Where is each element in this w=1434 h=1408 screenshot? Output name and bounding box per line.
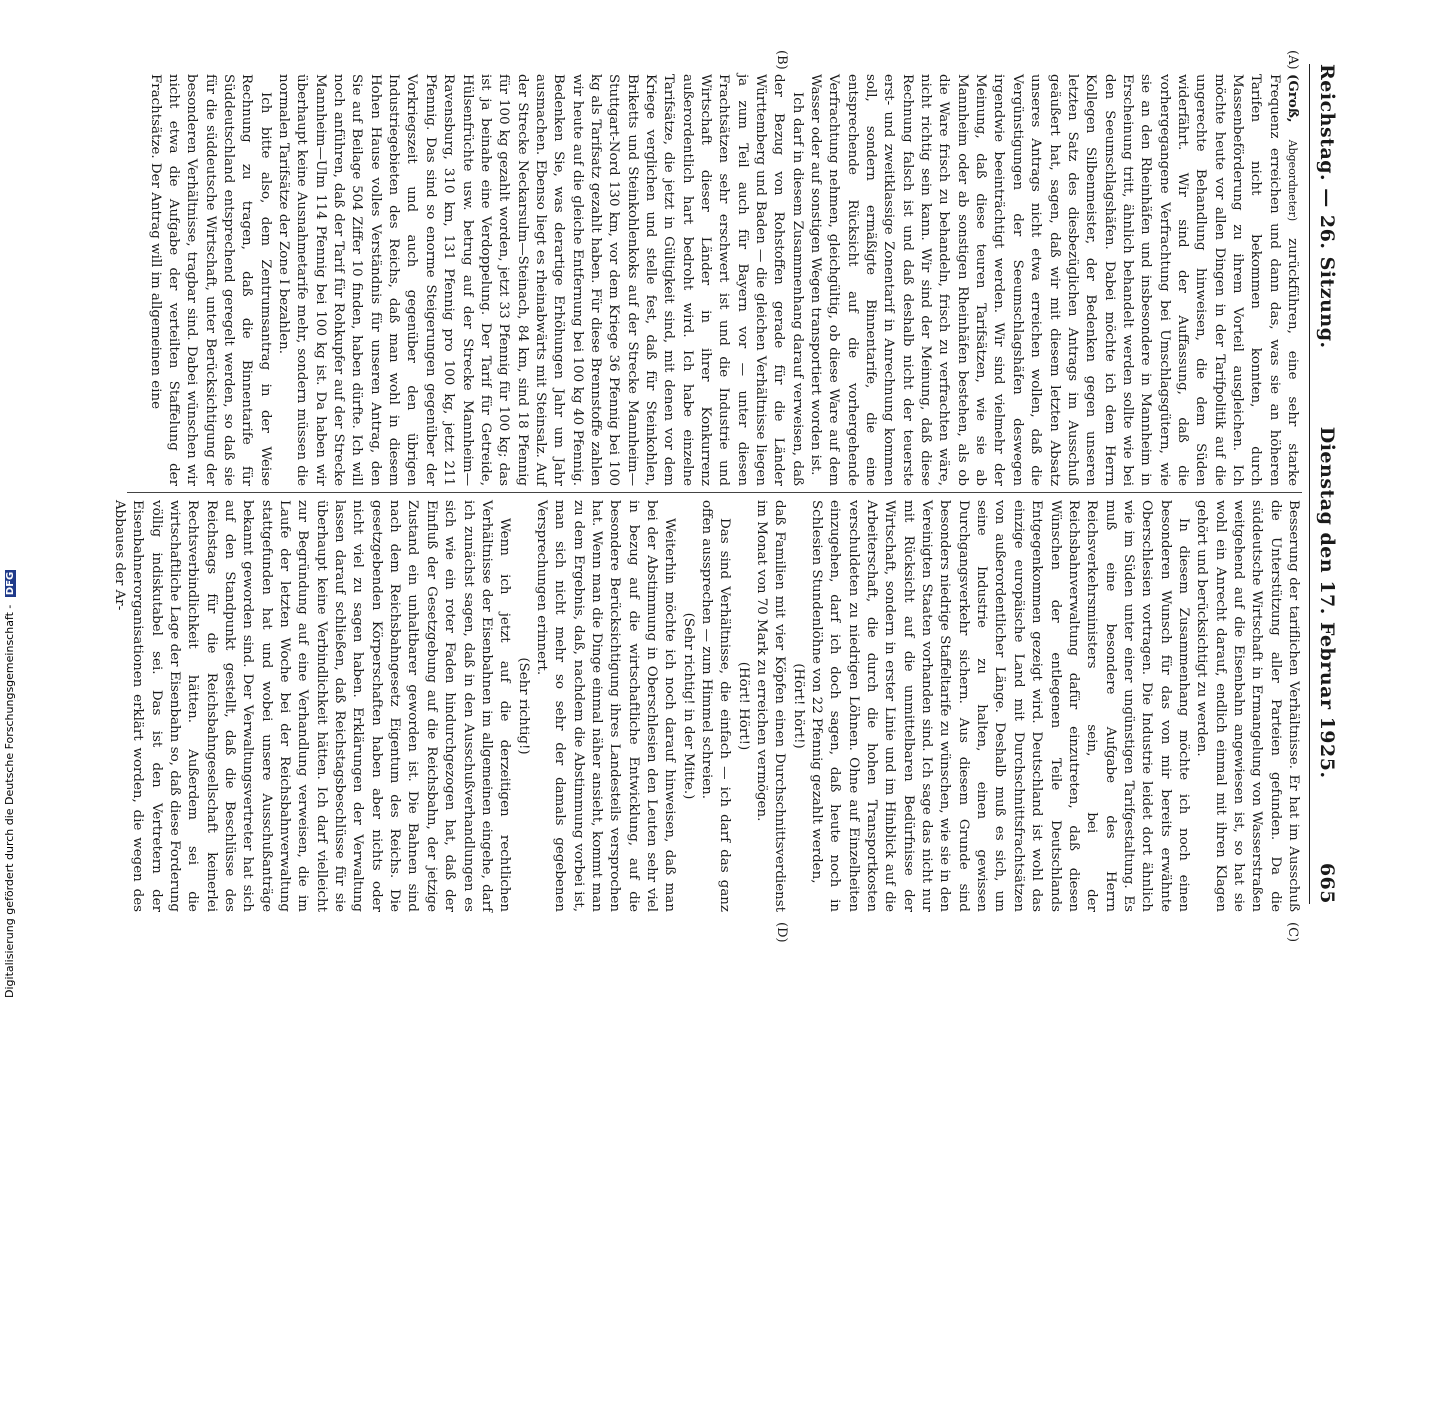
right-paragraph-1: Besserung der tariflichen Verhältnisse. Er hat im Ausschuß die Unterstützung aller Parteien gefunden. Da die süddeutsche Wirtschaft in Ermangelung von Wasserstraßen weitgehend auf die Eisenbahn angewiesen ist, so hat sie wohl ein Anrecht darauf, endlich einmal mit ihren Klagen gehört und berücksichtigt zu werden.	[1194, 500, 1301, 912]
margin-marker-b: (B)	[774, 50, 789, 70]
credit-text: Digitalisierung gefördert durch die Deutsche Forschungsgemeinschaft -	[3, 604, 16, 998]
right-paragraph-2: In diesem Zusammenhang möchte ich noch einen besonderen Wunsch für das von mir bereits erwähnte Oberschlesien vortragen. Die Industrie leidet dort ähnlich wie im Süden unter einer ungünstigen Tarifgestaltung. Es muß eine besondere Aufgabe des Herrn Reichsverkehrsministers sein, bei der Reichsbahnverwaltung dafür einzutreten, daß diesen Wünschen der entlegenen Teile Deutschlands Entgegenkommen gezeigt wird. Deutschland ist wohl das einzige europäische Land mit Durchschnittsfrachtsätzen von außerordentlicher Länge. Deshalb muß es sich, um seine Industrie zu halten, einen gewissen Durchgangsverkehr sichern. Aus diesem Grunde sind besonders niedrige Staffeltarife zu wünschen, wie sie in den Vereinigten Staaten vorhanden sind. Ich sage das nicht nur mit Rücksicht auf die unmittelbaren Bedürfnisse der Wirtschaft, sondern in erster Linie und im Hinblick auf die Arbeiterschaft, die durch die hohen Transportkosten verschuldeten zu niedrigen Löhnen. Ohne auf Einzelheiten einzugehen, darf ich doch sagen, daß heute noch in Schlesien Stundenlöhne von 22 Pfennig gezahlt werden,	[809, 500, 1191, 912]
header-date-page	[1316, 427, 1338, 904]
right-paragraph-4: Das sind Verhältnisse, die einfach — ich darf das ganz offen aussprechen — zum Himmel schreien.	[699, 500, 733, 912]
right-paragraph-6: Wenn ich jetzt auf die derzeitigen rechtlichen Verhältnisse der Eisenbahnen im allgemeinen eingehe, darf ich zunächst sagen, daß in den Ausschußverhandlungen es sich wie ein roter Faden hindurchgezogen hat, daß der Einfluß der Gesetzgebung auf die Reichsbahn, der jetzige Zustand ein unhaltbarer geworden ist. Die Bahnen sind nach dem Reichsbahngesetz Eigentum des Reichs. Die gesetzgebenden Körperschaften haben aber nichts oder nicht viel zu sagen haben. Erklärungen der Verwaltung lassen darauf schließen, daß Reichstagsbeschlüsse für sie überhaupt keine Verbindlichkeit hätten. Ich darf vielleicht zur Begründung auf eine Verhandlung verweisen, die im Laufe der letzten Woche bei der Reichsbahnverwaltung stattgefunden hat und wobei unsere Ausschußanträge bekannt geworden sind. Der Verwaltungsvertreter hat sich auf den Standpunkt gestellt, daß die Beschlüsse des Reichstags für die Reichsbahngesellschaft keinerlei Rechtsverbindlichkeit hätten. Außerdem sei die wirtschaftliche Lage der Eisenbahn so, daß diese Forderung völlig indiskutabel sei. Das ist den Vertretern der Eisenbahnerorganisationen erklärt worden, die wegen des Abbaues der Ar-	[112, 500, 513, 912]
margin-marker-d: (D)	[774, 922, 789, 943]
right-column	[112, 500, 1302, 912]
interjection-2: (Hört! Hört!)	[735, 661, 751, 751]
column-divider	[127, 492, 1302, 493]
page-number: 665	[1316, 862, 1338, 904]
right-paragraph-3: daß Familien mit vier Köpfen einen Durchschnittsverdienst im Monat von 70 Mark zu erreichen vermögen.	[754, 500, 788, 912]
margin-marker-a: (A)	[1285, 50, 1300, 70]
right-paragraph-5: Weiterhin möchte ich noch darauf hinweisen, daß man bei der Abstimmung in Oberschlesien den Leuten sehr viel in bezug auf die wirtschaftliche Entwicklung, auf die besondere Berücksichtigung ihres Landesteils versprochen hat. Wenn man die Dinge einmal näher ansieht, kommt man zu dem Ergebnis, daß, nachdem die Abstimmung vorbei ist, man sich nicht mehr so sehr der damals gegebenen Versprechungen erinnert.	[533, 500, 678, 912]
margin-marker-c: (C)	[1285, 922, 1300, 943]
interjection-1: (Hört! hört!)	[790, 663, 806, 749]
header-date: Dienstag den 17. Februar 1925.	[1316, 426, 1338, 779]
interjection-3: (Sehr richtig! in der Mitte.)	[680, 612, 696, 800]
left-paragraph-1	[806, 74, 1302, 486]
header-rule	[1309, 64, 1310, 904]
speaker-name: (Groß,	[1285, 74, 1301, 123]
left-paragraph-3: Ich bitte also, dem Zentrumsantrag in der Weise Rechnung zu tragen, daß die Binnentarife für Süddeutschland entsprechend geregelt werden, so daß sie für die süddeutsche Wirtschaft, unter Berücksichtigung der besonderen Verhältnisse, tragbar sind. Dabei wünschen wir nicht etwa die Aufgabe der verteilten Staffelung der Frachtsätze. Der Antrag will im allgemeinen eine	[147, 74, 273, 486]
header-title: Reichstag. — 26. Sitzung.	[1316, 64, 1338, 349]
left-paragraph-2: Ich darf in diesem Zusammenhang darauf verweisen, daß der Bezug von Rohstoffen gerade für die Länder Württemberg und Baden — die gleichen Verhältnisse liegen ja zum Teil auch für Bayern vor — unter diesen Frachtsätzen sehr erschwert ist und die Industrie und Wirtschaft dieser Länder in ihrer Konkurrenz außerordentlich hart bedroht wird. Ich habe einzelne Tarifsätze, die jetzt in Gültigkeit sind, mit denen vor dem Kriege verglichen und stelle fest, daß für Steinkohlen, Briketts und Steinkohlenkoks auf der Strecke Mannheim—Stuttgart-Nord 130 km, vor dem Kriege 36 Pfennig bei 100 kg als Tarifsatz gezahlt haben. Für diese Brennstoffe zahlen wir heute auf die gleiche Entfernung bei 100 kg 40 Pfennig. Bedenken Sie, was derartige Erhöhungen Jahr um Jahr ausmachen. Ebenso liegt es rheinabwärts mit Steinsalz. Auf der Strecke Neckarsulm—Steinach, 84 km, sind 18 Pfennig für 100 kg gezahlt worden, jetzt 33 Pfennig für 100 kg; das ist ja beinahe eine Verdoppelung. Der Tarif für Getreide, Hülsenfrüchte usw. betrug auf der Strecke Mannheim—Ravensburg, 310 km, 131 Pfennig pro 100 kg, jetzt 211 Pfennig. Das sind so enorme Steigerungen gegenüber der Vorkriegszeit und auch gegenüber den übrigen Industriegebieten des Reichs, daß man wohl in diesem Hohen Hause volles Verständnis für unseren Antrag, den Sie auf Beilage 504 Ziffer 10 finden, haben dürfte. Ich will noch anführen, daß der Tarif für Rohkupfer auf der Strecke Mannheim—Ulm 114 Pfennig bei 100 kg ist. Da haben wir überhaupt keine Ausnahmetarife mehr, sondern müssen die normalen Tarifsätze der Zone I bezahlen.	[276, 74, 805, 486]
dfg-logo: DFG	[5, 571, 16, 596]
page-header	[1316, 64, 1338, 904]
digitization-credit	[3, 571, 17, 1408]
left-column	[127, 74, 1302, 486]
interjection-4: (Sehr richtig!)	[515, 657, 531, 755]
speaker-role: Abgeordneter)	[1286, 139, 1299, 222]
left-paragraph-1-text: zurückführen, eine sehr starke Frequenz erreichen und dann das, was sie an höheren Tarifen nicht bekommen konnten, durch Massenbeförderung zu ihrem Vorteil ausgleichen. Ich möchte heute vor allen Dingen in der Tarifpolitik auf die ungerechte Behandlung hinweisen, die dem Süden widerfährt. Wir sind der Auffassung, daß die vorhergegangene Verfrachtung bei Umschlagsgütern, wie sie an den Rheinhäfen und insbesondere in Mannheim in Erscheinung tritt, ähnlich behandelt werden sollte wie bei den Seeumschlagshäfen. Dabei möchte ich dem Herrn Kollegen Silbenmeister, der Bedenken gegen unseren letzten Satz des diesbezüglichen Antrags im Ausschuß geäußert hat, sagen, daß wir mit diesem letzten Absatz unseres Antrags nicht etwa erreichen wollen, daß die Vergünstigungen der Seeumschlagshäfen deswegen irgendwie beeinträchtigt werden. Wir sind vielmehr der Meinung, daß diese teuren Tarifsätzen, wie sie ab Mannheim oder ab sonstigen Rheinhäfen bestehen, als ob die Ware frisch zu behandeln, frisch zu verfrachten wäre, nicht richtig sein kann. Wir sind der Meinung, daß diese Rechnung falsch ist und daß deshalb nicht der teuerste erst- und zweitklassige Zonentarif in Anrechnung kommen soll, sondern ermäßigte Binnentarife, die eine entsprechende Rücksicht auf die vorhergehende Verfrachtung nehmen, gleichgültig, ob diese Ware auf dem Wasser oder auf sonstigen Wegen transportiert worden ist.	[808, 74, 1300, 486]
